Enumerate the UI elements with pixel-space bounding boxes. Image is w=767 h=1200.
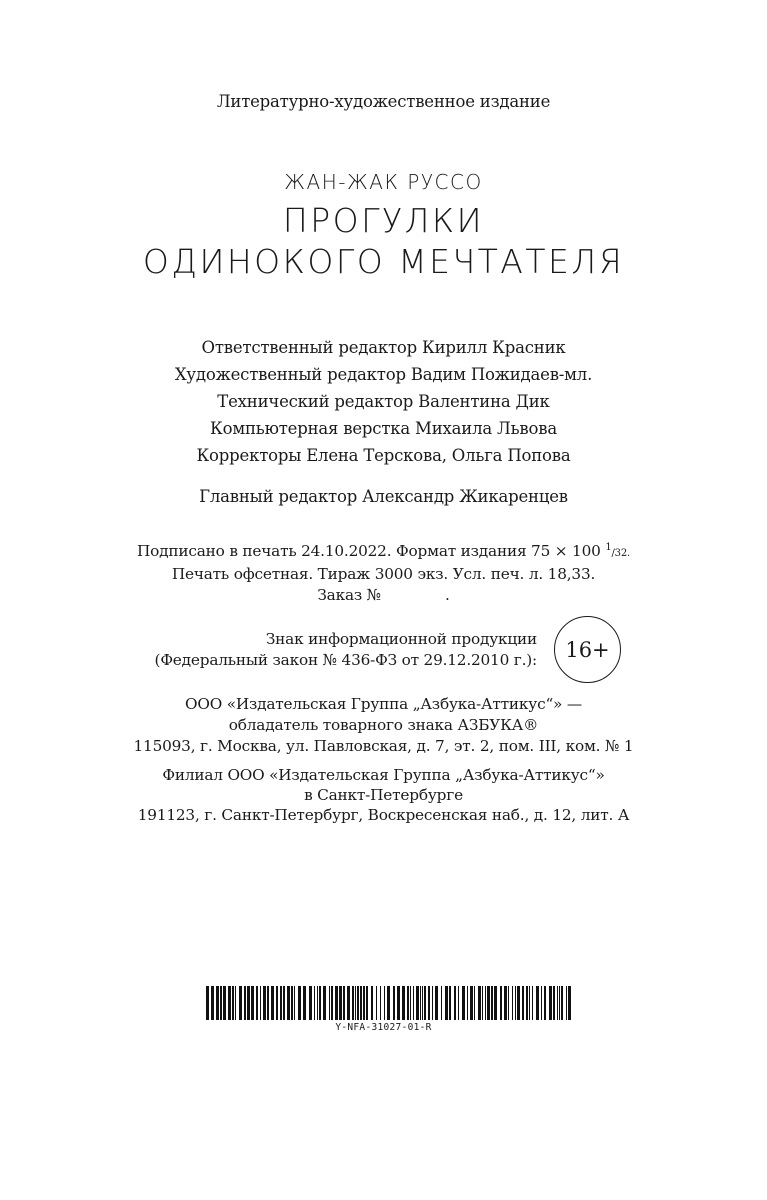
barcode-bar-70 bbox=[482, 986, 483, 1020]
barcode-bar-19 bbox=[283, 986, 285, 1020]
barcode-bar-23 bbox=[298, 986, 301, 1020]
print-details-line1 bbox=[0, 542, 767, 560]
barcode-bar-22 bbox=[294, 986, 295, 1020]
barcode-bar-35 bbox=[347, 986, 350, 1020]
barcode-bar-46 bbox=[387, 986, 390, 1020]
barcode-bar-65 bbox=[462, 986, 465, 1020]
barcode-bar-90 bbox=[557, 986, 558, 1020]
barcode-bar-27 bbox=[317, 986, 318, 1020]
barcode-bar-1 bbox=[211, 986, 214, 1020]
barcode-bar-75 bbox=[500, 986, 502, 1020]
format-fraction-denominator: /32. bbox=[611, 548, 630, 559]
credit-layout: Компьютерная верстка Михаила Львова bbox=[210, 419, 557, 438]
age-rating-label-line1: Знак информационной продукции bbox=[265, 630, 537, 648]
barcode-bar-79 bbox=[515, 986, 516, 1020]
barcode-bar-55 bbox=[422, 986, 423, 1020]
barcode-bar-93 bbox=[566, 986, 567, 1020]
barcode-bar-12 bbox=[256, 986, 258, 1020]
print-details-line2: Печать офсетная. Тираж 3000 экз. Усл. печ. л. 18,33. bbox=[171, 565, 596, 583]
barcode-bar-68 bbox=[474, 986, 475, 1020]
barcode-bar-59 bbox=[435, 986, 438, 1020]
barcode-bar-45 bbox=[384, 986, 385, 1020]
barcode-bar-63 bbox=[454, 986, 456, 1020]
barcode-bar-86 bbox=[541, 986, 542, 1020]
barcode-bar-34 bbox=[343, 986, 345, 1020]
age-rating-label-line2: (Федеральный закон № 436-ФЗ от 29.12.2010 г.): bbox=[154, 651, 537, 669]
barcode-bar-73 bbox=[491, 986, 493, 1020]
barcode-bar-42 bbox=[371, 986, 373, 1020]
barcode-bar-36 bbox=[352, 986, 354, 1020]
barcode-bar-67 bbox=[470, 986, 473, 1020]
barcode-bar-89 bbox=[553, 986, 555, 1020]
barcode-bar-49 bbox=[402, 986, 405, 1020]
publisher-line1: ООО «Издательская Группа „Азбука-Аттикус“» — bbox=[185, 695, 582, 713]
publisher-address: 115093, г. Москва, ул. Павловская, д. 7, эт. 2, пом. III, ком. № 1 bbox=[133, 737, 634, 755]
barcode-bar-39 bbox=[360, 986, 362, 1020]
barcode-bar-64 bbox=[458, 986, 459, 1020]
barcode-bar-17 bbox=[276, 986, 278, 1020]
barcode-bar-25 bbox=[309, 986, 312, 1020]
barcode-bar-40 bbox=[363, 986, 365, 1020]
barcode-bar-29 bbox=[323, 986, 326, 1020]
edition-type: Литературно-художественное издание bbox=[216, 92, 551, 111]
age-rating-badge: 16+ bbox=[554, 616, 621, 683]
barcode-bar-61 bbox=[445, 986, 448, 1020]
barcode-bar-77 bbox=[508, 986, 509, 1020]
barcode-bar-53 bbox=[416, 986, 419, 1020]
barcode-bar-5 bbox=[228, 986, 231, 1020]
book-title-line1: ПРОГУЛКИ bbox=[282, 201, 485, 240]
order-label: Заказ № bbox=[317, 586, 381, 604]
print-signed-format: Подписано в печать 24.10.2022. Формат издания 75 × 100 bbox=[137, 542, 601, 560]
barcode-bar-0 bbox=[206, 986, 209, 1020]
barcode-bar-10 bbox=[247, 986, 250, 1020]
credit-art-editor: Художественный редактор Вадим Пожидаев-мл. bbox=[174, 365, 593, 384]
barcode-bar-24 bbox=[303, 986, 306, 1020]
branch-address: 191123, г. Санкт-Петербург, Воскресенская наб., д. 12, лит. А bbox=[137, 806, 630, 824]
barcode-bar-30 bbox=[329, 986, 330, 1020]
barcode-bar-3 bbox=[220, 986, 222, 1020]
barcode-bar-72 bbox=[487, 986, 490, 1020]
order-end: . bbox=[444, 586, 450, 604]
barcode-bar-83 bbox=[529, 986, 530, 1020]
order-number bbox=[0, 586, 767, 604]
author-name: ЖАН-ЖАК РУССО bbox=[284, 170, 483, 194]
barcode-bar-38 bbox=[357, 986, 359, 1020]
barcode-bar-52 bbox=[413, 986, 414, 1020]
barcode-bar-21 bbox=[291, 986, 293, 1020]
barcode-bar-28 bbox=[319, 986, 321, 1020]
barcode-bar-16 bbox=[271, 986, 274, 1020]
barcode-code: Y-NFA-31027-01-R bbox=[335, 1022, 432, 1033]
barcode-bar-13 bbox=[260, 986, 261, 1020]
barcode-bar-80 bbox=[517, 986, 520, 1020]
barcode-bar-60 bbox=[441, 986, 442, 1020]
barcode-bar-44 bbox=[380, 986, 381, 1020]
barcode-bar-69 bbox=[478, 986, 481, 1020]
barcode-bar-71 bbox=[485, 986, 486, 1020]
barcode-bar-37 bbox=[355, 986, 356, 1020]
barcode-bar-54 bbox=[420, 986, 421, 1020]
barcode-bar-51 bbox=[410, 986, 411, 1020]
barcode-bar-92 bbox=[561, 986, 563, 1020]
barcode-bar-43 bbox=[376, 986, 377, 1020]
barcode-bar-50 bbox=[407, 986, 409, 1020]
barcode-bar-9 bbox=[244, 986, 246, 1020]
barcode-bar-18 bbox=[280, 986, 282, 1020]
barcode-bar-56 bbox=[424, 986, 426, 1020]
barcode-bar-84 bbox=[532, 986, 533, 1020]
barcode-bar-74 bbox=[494, 986, 497, 1020]
book-title-line2: ОДИНОКОГО МЕЧТАТЕЛЯ bbox=[142, 242, 625, 281]
barcode-bar-11 bbox=[251, 986, 254, 1020]
barcode-bar-48 bbox=[397, 986, 400, 1020]
barcode-bar-85 bbox=[536, 986, 539, 1020]
barcode-bar-58 bbox=[432, 986, 433, 1020]
barcode-bar-15 bbox=[267, 986, 269, 1020]
barcode-bar-76 bbox=[504, 986, 507, 1020]
format-fraction-numerator: 1 bbox=[605, 542, 612, 553]
age-rating-block bbox=[0, 614, 767, 684]
credit-technical-editor: Технический редактор Валентина Дик bbox=[217, 392, 550, 411]
barcode-bar-82 bbox=[526, 986, 528, 1020]
barcode-bar-20 bbox=[287, 986, 290, 1020]
barcode-bar-78 bbox=[512, 986, 513, 1020]
credit-chief-editor: Главный редактор Александр Жикаренцев bbox=[199, 487, 568, 506]
barcode-bar-33 bbox=[339, 986, 342, 1020]
barcode-bar-4 bbox=[223, 986, 226, 1020]
branch-line1: Филиал ООО «Издательская Группа „Азбука-Аттикус“» bbox=[162, 766, 605, 784]
barcode-bar-88 bbox=[549, 986, 552, 1020]
barcode-bar-41 bbox=[366, 986, 368, 1020]
barcode-bar-32 bbox=[335, 986, 338, 1020]
barcode-bar-31 bbox=[331, 986, 333, 1020]
barcode-bar-47 bbox=[393, 986, 395, 1020]
barcode-bar-87 bbox=[544, 986, 546, 1020]
branch-line2: в Санкт-Петербурге bbox=[304, 786, 463, 804]
barcode-bar-66 bbox=[467, 986, 468, 1020]
barcode-image bbox=[206, 986, 574, 1020]
barcode-bar-14 bbox=[263, 986, 266, 1020]
barcode-bar-26 bbox=[314, 986, 315, 1020]
credit-responsible-editor: Ответственный редактор Кирилл Красник bbox=[201, 338, 566, 357]
credit-proofreaders: Корректоры Елена Терскова, Ольга Попова bbox=[196, 446, 571, 465]
barcode-bar-6 bbox=[232, 986, 234, 1020]
barcode-bar-91 bbox=[559, 986, 560, 1020]
barcode-bar-7 bbox=[235, 986, 236, 1020]
barcode-bar-62 bbox=[449, 986, 451, 1020]
barcode-bar-94 bbox=[568, 986, 571, 1020]
barcode-bar-2 bbox=[216, 986, 219, 1020]
barcode-bar-81 bbox=[522, 986, 524, 1020]
barcode-bar-8 bbox=[239, 986, 242, 1020]
barcode-bar-57 bbox=[428, 986, 430, 1020]
publisher-line2: обладатель товарного знака АЗБУКА® bbox=[228, 716, 539, 734]
